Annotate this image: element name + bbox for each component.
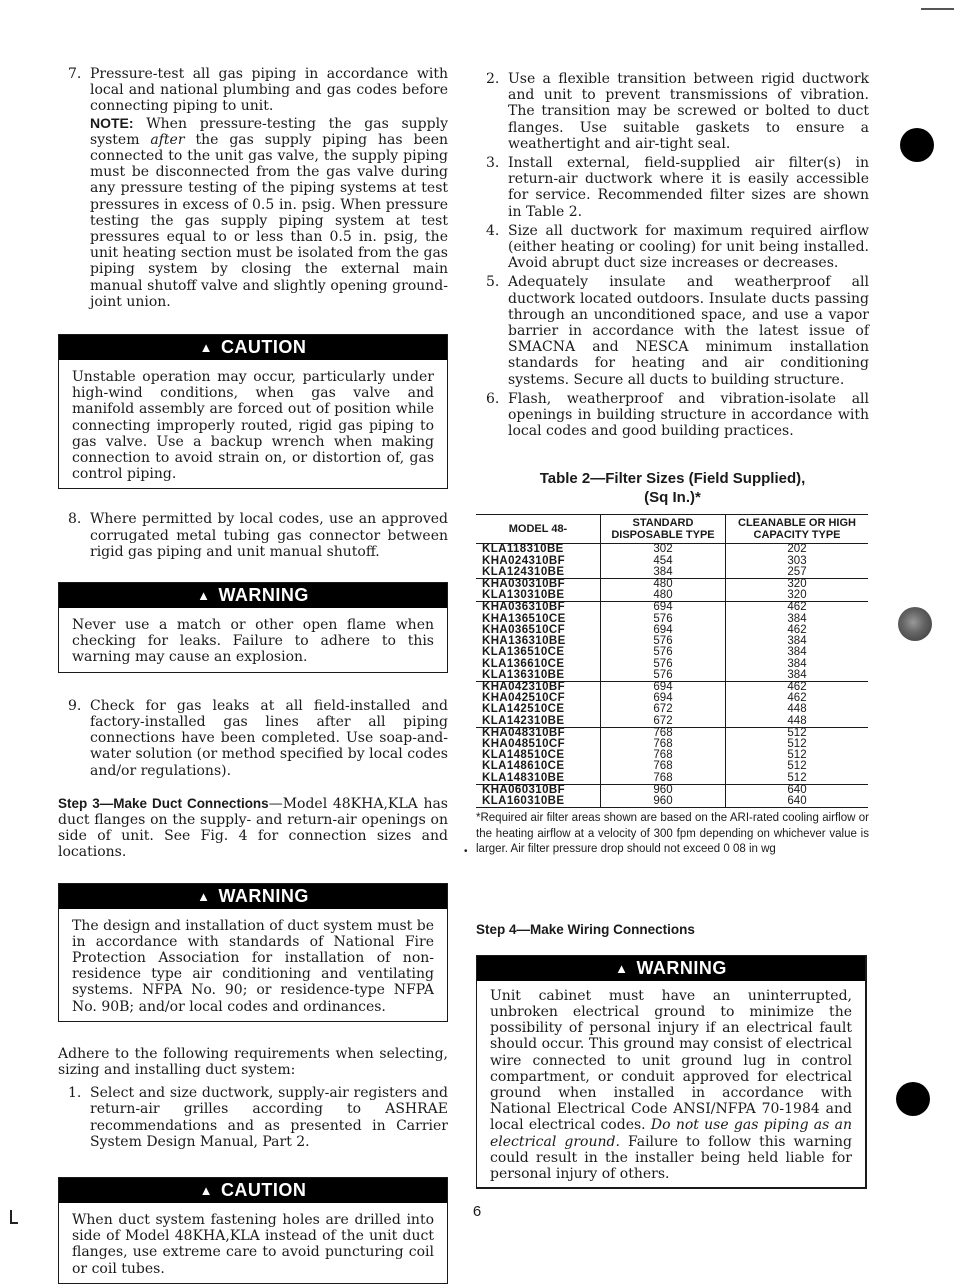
adhere-paragraph: Adhere to the following requirements when selecting, sizing and installing duct system: — [58, 1045, 448, 1078]
table-row — [476, 602, 868, 614]
cleanable-cell: 640 — [726, 784, 869, 796]
warning-triangle-icon: ▲ — [199, 1182, 213, 1198]
model-cell: KHA036510CF — [482, 623, 566, 636]
cleanable-cell: 462 — [726, 681, 869, 693]
cleanable-cell: 384 — [726, 614, 869, 625]
filter-sizes-table — [476, 514, 868, 808]
model-cell: KLA136610CE — [482, 657, 565, 670]
binder-hole-bottom — [896, 1082, 930, 1116]
item-number: 9. — [68, 697, 82, 714]
warning-text: Unit cabinet must have an uninterrupted, unbroken electrical ground to minimize the possibility of personal injury if an electrical fault should occur. This ground may consist of electrical wire connected to unit ground lug in control compartment, or conduit approved for electrical ground when installed in accordance with National Electrical Code ANSI/NFPA 70-1984 and local electrical codes. Do not use gas piping as an electrical ground. Failure to follow this warning could result in the installer being held liable for personal injury of others. — [490, 987, 852, 1183]
table-row — [476, 761, 868, 772]
standard-cell: 576 — [601, 647, 726, 658]
cleanable-cell: 448 — [726, 716, 869, 728]
standard-cell: 768 — [601, 750, 726, 761]
item-text: Install external, field-supplied air filter(s) in return-air ductwork where it is easily accessible for service. Recommended filter sizes are shown in Table 2. — [508, 155, 869, 220]
item-text: Check for gas leaks at all field-installed and factory-installed gas lines after all piping connections have been completed. Use soap-and-water solution (or method specified by local codes and/or regulations). — [90, 697, 448, 779]
standard-cell: 576 — [601, 636, 726, 647]
binder-hole-middle — [898, 607, 932, 641]
caution-header: ▲ CAUTION — [59, 1178, 447, 1203]
note-paragraph: NOTE: When pressure-testing the gas supply system after the gas supply piping has been connected to the unit gas valve, the supply piping must be disconnected from the gas valve during any pressure testing of the piping systems at test pressures in excess of 0.5 in. psig. When pressure testing the gas supply piping system at test pressures equal to or less than 0.5 in. psig, the unit heating section must be isolated from the gas piping system by closing the external main manual shutoff valve and slightly opening ground-joint union. — [90, 114, 449, 310]
cleanable-cell: 384 — [726, 659, 869, 670]
warning-box-open-flame — [58, 582, 448, 673]
binder-hole-top — [900, 128, 934, 162]
list-item — [486, 274, 869, 387]
standard-cell: 768 — [601, 773, 726, 785]
cleanable-cell: 512 — [726, 727, 869, 739]
cleanable-cell: 303 — [726, 556, 869, 567]
cleanable-cell: 448 — [726, 704, 869, 715]
standard-cell: 694 — [601, 602, 726, 614]
page-number: 6 — [472, 1203, 482, 1220]
model-cell: KLA118310BE — [476, 544, 601, 556]
item-number: 3. — [486, 155, 500, 172]
duct-requirements-list — [476, 71, 869, 439]
model-cell: KHA136510CE — [482, 612, 566, 625]
table-row — [476, 716, 868, 728]
model-cell: KLA160310BE — [476, 796, 601, 808]
item-9 — [68, 698, 448, 779]
standard-cell: 768 — [601, 727, 726, 739]
model-cell: KHA024310BF — [482, 554, 566, 567]
item-number: 8. — [68, 511, 82, 528]
model-cell: KLA136310BE — [482, 668, 565, 681]
cleanable-cell: 512 — [726, 773, 869, 785]
cleanable-cell: 384 — [726, 670, 869, 682]
caution-box-gas-piping — [58, 334, 448, 489]
standard-cell: 576 — [601, 614, 726, 625]
item-text: Size all ductwork for maximum required airflow (either heating or cooling) for unit being installed. Avoid abrupt duct size increases or decreases. — [508, 222, 869, 272]
model-cell: KLA130310BE — [482, 589, 565, 602]
warning-header: ▲ WARNING — [477, 956, 865, 981]
standard-cell: 302 — [601, 544, 726, 556]
standard-cell: 480 — [601, 590, 726, 602]
standard-cell: 768 — [601, 761, 726, 772]
model-cell: KLA148510CE — [482, 749, 565, 762]
item-text: Use a flexible transition between rigid ductwork and unit to prevent transmissions of vibration. The transition may be screwed or bolted to duct flanges. Use suitable gaskets to ensure a weathertight and air-tight seal. — [508, 71, 869, 152]
list-item — [486, 71, 869, 152]
cleanable-cell: 257 — [726, 567, 869, 579]
warning-header: ▲ WARNING — [59, 583, 447, 608]
model-cell: KLA142310BE — [482, 714, 565, 727]
model-cell: KHA048510CF — [482, 737, 566, 750]
model-cell: KHA048310BF — [476, 727, 601, 739]
table-row — [476, 567, 868, 579]
warning-box-duct-design — [58, 883, 448, 1022]
cleanable-cell: 320 — [726, 590, 869, 602]
warning-text: Never use a match or other open flame when checking for leaks. Failure to adhere to this warning may cause an explosion. — [72, 617, 434, 666]
cleanable-cell: 640 — [726, 796, 869, 808]
standard-cell: 576 — [601, 670, 726, 682]
table-row — [476, 590, 868, 602]
item-text: Flash, weatherproof and vibration-isolate all openings in building structure in accordance with local codes and good building practices. — [508, 390, 869, 440]
left-column — [58, 66, 448, 1284]
model-cell: KLA142510CE — [482, 703, 565, 716]
warning-triangle-icon: ▲ — [197, 588, 211, 604]
step-4-heading: Step 4—Make Wiring Connections — [476, 921, 695, 937]
item-text: Select and size ductwork, supply-air registers and return-air grilles according to ASHRAE recommendations and as presented in Carrier System Design Manual, Part 2. — [90, 1085, 448, 1150]
cleanable-cell: 512 — [726, 739, 869, 750]
item-number: 5. — [486, 274, 500, 291]
standard-cell: 768 — [601, 739, 726, 750]
item-number: 2. — [486, 71, 500, 87]
corner-mark-foot — [10, 1222, 18, 1224]
top-rule — [921, 8, 954, 10]
item-7 — [68, 66, 448, 310]
item-number: 7. — [68, 66, 82, 82]
cleanable-cell: 462 — [726, 602, 869, 614]
table-row — [476, 670, 868, 682]
column-header-standard: STANDARD DISPOSABLE TYPE — [601, 515, 726, 544]
table-2-title: Table 2—Filter Sizes (Field Supplied), (Sq In.)* — [539, 470, 806, 507]
item-number: 1. — [68, 1085, 82, 1102]
model-cell: KHA042510CF — [482, 692, 566, 705]
model-cell: KHA030310BF — [476, 579, 601, 591]
cleanable-cell: 462 — [726, 693, 869, 704]
caution-header: ▲ CAUTION — [59, 335, 447, 360]
warning-triangle-icon: ▲ — [199, 340, 213, 356]
item-text: Where permitted by local codes, use an approved corrugated metal tubing gas connector between rigid gas piping and unit manual shutoff. — [90, 511, 448, 560]
standard-cell: 694 — [601, 625, 726, 636]
warning-text: The design and installation of duct system must be in accordance with standards of National Fire Protection Association for installation of non-residence type air conditioning and ventilating systems. NFPA No. 90; or residence-type NFPA No. 90B; and/or local codes and ordinances. — [72, 917, 434, 1015]
table-footnote: *Required air filter areas shown are based on the ARI-rated cooling airflow or the heating airflow at a velocity of 300 fpm depending on whichever value is larger. Air filter pressure drop should not exceed 0 08 in wg • — [476, 811, 869, 858]
model-cell: KLA124310BE — [482, 565, 565, 578]
cleanable-cell: 202 — [726, 544, 869, 556]
standard-cell: 694 — [601, 693, 726, 704]
column-header-cleanable: CLEANABLE OR HIGH CAPACITY TYPE — [726, 515, 869, 544]
table-row — [476, 773, 868, 785]
table-header-row — [476, 515, 868, 544]
column-header-model: MODEL 48- — [476, 515, 601, 544]
standard-cell: 454 — [601, 556, 726, 567]
warning-triangle-icon: ▲ — [615, 960, 629, 976]
table-row — [476, 796, 868, 808]
table-row — [476, 647, 868, 658]
standard-cell: 672 — [601, 704, 726, 715]
table-body — [476, 544, 868, 808]
step-3-paragraph: Step 3—Make Duct Connections—Model 48KHA,KLA has duct flanges on the supply- and return-air openings on side of unit. See Fig. 4 for connection sizes and locations. — [58, 795, 448, 861]
cleanable-cell: 384 — [726, 647, 869, 658]
table-row — [476, 544, 868, 556]
model-cell: KHA042310BF — [476, 681, 601, 693]
table-row — [476, 704, 868, 715]
standard-cell: 694 — [601, 681, 726, 693]
model-cell: KLA136510CE — [482, 646, 565, 659]
warning-triangle-icon: ▲ — [197, 888, 211, 904]
warning-box-electrical-ground — [476, 955, 867, 1189]
list-item — [486, 391, 869, 440]
item-8 — [68, 511, 448, 560]
caution-text: Unstable operation may occur, particularly under high-wind conditions, when gas valve and manifold assembly are forced out of position while connecting improperly routed, rigid gas piping to gas valve. Use a backup wrench when making connection to avoid strain on, or distortion of, gas control piping. — [72, 369, 434, 483]
right-column — [464, 71, 869, 1189]
item-1 — [68, 1085, 448, 1150]
model-cell: KHA060310BF — [476, 784, 601, 796]
caution-text: When duct system fastening holes are drilled into side of Model 48KHA,KLA instead of the unit duct flanges, use extreme care to avoid puncturing coil or coil tubes. — [72, 1211, 434, 1277]
warning-header: ▲ WARNING — [59, 884, 447, 909]
cleanable-cell: 512 — [726, 750, 869, 761]
cleanable-cell: 512 — [726, 761, 869, 772]
standard-cell: 384 — [601, 567, 726, 579]
step-3-heading: Step 3—Make Duct Connections — [58, 795, 269, 811]
standard-cell: 480 — [601, 579, 726, 591]
item-number: 6. — [486, 390, 500, 407]
item-text: Pressure-test all gas piping in accordance with local and national plumbing and gas codes before connecting piping to unit. — [90, 66, 448, 115]
standard-cell: 576 — [601, 659, 726, 670]
footnote-stray-mark-icon: • — [464, 846, 468, 858]
cleanable-cell: 320 — [726, 579, 869, 591]
caution-box-fastening-holes — [58, 1177, 448, 1284]
model-cell: KHA036310BF — [476, 602, 601, 614]
list-item — [486, 155, 869, 220]
model-cell: KLA148310BE — [482, 771, 565, 784]
standard-cell: 960 — [601, 796, 726, 808]
model-cell: KHA136310BE — [482, 635, 566, 648]
cleanable-cell: 384 — [726, 636, 869, 647]
standard-cell: 672 — [601, 716, 726, 728]
cleanable-cell: 462 — [726, 625, 869, 636]
item-number: 4. — [486, 222, 500, 239]
standard-cell: 960 — [601, 784, 726, 796]
note-label: NOTE: — [90, 114, 134, 131]
model-cell: KLA148610CE — [482, 760, 565, 773]
list-item — [486, 223, 869, 272]
item-text: Adequately insulate and weatherproof all ductwork located outdoors. Insulate ducts passing through an unconditioned space, and use a vapor barrier in accordance with the latest issue of SMACNA and NESCA minimum installation standards for heating and air conditioning systems. Secure all ducts to building structure. — [508, 274, 869, 388]
